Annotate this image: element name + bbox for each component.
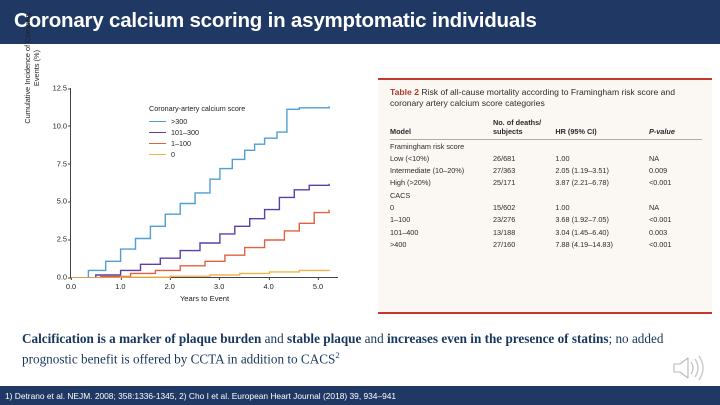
table-cell: Low (<10%) <box>390 153 430 163</box>
table-cell: 27/363 <box>492 166 516 176</box>
caption-plain-2: and <box>361 331 388 346</box>
chart-x-tick: 2.0 <box>164 282 175 291</box>
legend-item <box>149 127 245 138</box>
legend-swatch-icon <box>149 143 166 145</box>
table-cell: >400 <box>390 239 407 249</box>
slide-caption <box>22 330 682 369</box>
table-cell: 13/188 <box>492 227 516 237</box>
table-cell: 26/681 <box>492 153 516 163</box>
caption-plain-1: and <box>261 331 287 346</box>
table-cell: 2.05 (1.19–3.51) <box>555 166 609 176</box>
chart-x-tick: 0.0 <box>65 282 77 291</box>
table-row <box>390 177 702 189</box>
chart-y-tick: 5.0 <box>56 196 67 206</box>
table-cell: Framingham risk score <box>390 141 465 151</box>
footer-references: 1) Detrano et al. NEJM. 2008; 358:1336-1345, 2) Cho I et al. European Heart Journal (2018) 39, 934–941 <box>5 390 397 401</box>
table-cell: 15/602 <box>492 202 516 212</box>
table-cell <box>555 139 649 152</box>
table-row <box>390 238 702 250</box>
chart-y-tick: 0.0 <box>56 272 67 282</box>
table-row <box>390 201 702 213</box>
table-cell <box>649 139 702 152</box>
table-row <box>390 214 702 226</box>
table-cell: 1–100 <box>390 215 411 225</box>
table-col-pvalue: P-value <box>649 116 702 140</box>
chart-x-tick: 5.0 <box>312 282 324 291</box>
table-cell <box>493 189 555 201</box>
chart-x-axis-label: Years to Event <box>179 294 230 303</box>
table-cell: 3.87 (2.21–6.78) <box>555 178 609 188</box>
title-bar <box>0 0 720 44</box>
chart-y-tick: 12.5 <box>52 83 67 93</box>
caption-superscript: 2 <box>335 349 340 360</box>
caption-bold-3: increases even in the presence of statins <box>387 331 609 346</box>
table-cell: <0.001 <box>648 178 672 188</box>
table-cell: 101–400 <box>390 227 419 237</box>
chart-y-tick: 10.0 <box>52 121 67 131</box>
legend-swatch-icon <box>149 121 166 123</box>
caption-bold-2: stable plaque <box>286 331 362 346</box>
table-cell: 3.68 (1.92–7.05) <box>555 215 609 225</box>
table-group-row <box>390 189 702 201</box>
legend-swatch-icon <box>149 154 166 156</box>
table-row <box>390 226 702 238</box>
table-cell: NA <box>648 153 660 163</box>
table-cell: 1.00 <box>555 153 570 163</box>
table-label: Table 2 <box>390 87 419 97</box>
table-col-hr: HR (95% CI) <box>555 116 649 140</box>
table-cell: 25/171 <box>492 178 516 188</box>
table-row <box>390 152 702 164</box>
table-cell <box>555 189 649 201</box>
table-cell: 23/276 <box>492 215 516 225</box>
page-title: Coronary calcium scoring in asymptomatic individuals <box>14 9 537 32</box>
chart-x-tick: 1.0 <box>115 282 126 291</box>
caption-bold-1: Calcification is a marker of plaque burden <box>22 331 262 346</box>
legend-item <box>149 116 245 127</box>
chart-x-tick: 3.0 <box>214 282 225 291</box>
table-cell: 0.009 <box>648 166 668 176</box>
table-cell: 0 <box>390 202 395 212</box>
legend-item <box>149 149 245 160</box>
legend-label: 1–100 <box>171 139 191 148</box>
footer-bar <box>0 386 720 405</box>
table-cell: High (>20%) <box>390 178 431 188</box>
table-cell: Intermediate (10–20%) <box>390 166 465 176</box>
table-cell: 27/160 <box>492 239 516 249</box>
table-cell: 0.003 <box>648 227 668 237</box>
chart-legend <box>149 104 245 160</box>
caption-plain-3: ; no added prognostic benefit is offered by CCTA in addition to CACS <box>22 331 664 367</box>
table-title: Risk of all-cause mortality according to Framingham risk score and coronary artery calcium score categories <box>390 87 675 109</box>
legend-label: >300 <box>171 117 188 126</box>
table-cell: <0.001 <box>648 215 672 225</box>
chart-y-axis-label: Cumulative Incidence of Coronary Events (%) <box>23 12 42 124</box>
table-col-model: Model <box>390 116 493 140</box>
table-cell: 1.00 <box>555 202 570 212</box>
table-cell: CACS <box>390 190 411 200</box>
legend-item <box>149 138 245 149</box>
table-col-deaths: No. of deaths/ subjects <box>493 116 555 140</box>
legend-label: 0 <box>171 150 175 159</box>
table-cell: <0.001 <box>648 239 672 249</box>
speaker-icon[interactable] <box>670 353 706 383</box>
table-cell: 3.04 (1.45–6.40) <box>555 227 609 237</box>
legend-label: 101–300 <box>171 128 199 137</box>
table-cell: NA <box>648 202 660 212</box>
table-group-row <box>390 139 702 152</box>
table-cell: 7.88 (4.19–14.83) <box>555 239 613 249</box>
mortality-risk-table <box>378 78 712 314</box>
table-row <box>390 165 702 177</box>
chart-x-tick: 4.0 <box>263 282 274 291</box>
table-caption <box>390 87 702 110</box>
table-cell <box>649 189 702 201</box>
legend-swatch-icon <box>149 132 166 134</box>
chart-y-tick: 2.5 <box>56 234 67 244</box>
chart-legend-title: Coronary-artery calcium score <box>149 104 246 113</box>
chart-y-tick: 7.5 <box>56 159 67 169</box>
table-header-row <box>390 116 702 140</box>
table-2 <box>390 116 702 251</box>
table-cell <box>493 139 555 152</box>
